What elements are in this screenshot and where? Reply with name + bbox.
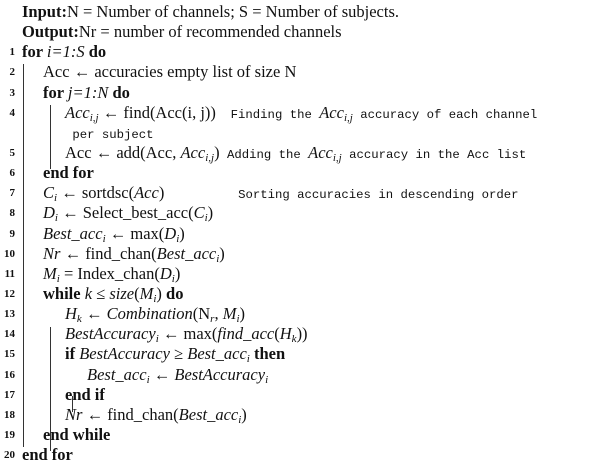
line-number: 10: [4, 247, 15, 260]
math-symbol: j=1:N: [67, 82, 109, 102]
keyword: Output:: [22, 22, 79, 42]
math-symbol: D: [159, 263, 172, 283]
comment: per subject: [65, 127, 154, 142]
line-content: [43, 183, 519, 205]
math-symbol: Nr: [43, 243, 61, 263]
math-symbol: BestAccuracy: [79, 344, 170, 364]
line-number: 2: [9, 66, 15, 79]
math-symbol: C: [43, 183, 55, 203]
algorithm-line-5: [0, 143, 616, 163]
algorithm-line-18: [0, 405, 616, 425]
text: ): [158, 183, 165, 203]
math-symbol: Acc: [134, 183, 159, 203]
math-symbol: Nr: [65, 404, 83, 424]
math-symbol: Best_acc: [187, 344, 247, 364]
subscript: i,j: [343, 111, 353, 124]
subscript: i: [153, 292, 157, 305]
line-number: 20: [4, 449, 15, 462]
text: ← Select_best_acc(: [57, 203, 194, 223]
subscript: i: [54, 212, 58, 225]
math-symbol: Best_acc: [87, 364, 147, 384]
algorithm-line-20: [0, 445, 616, 465]
math-symbol: Acc: [319, 102, 344, 122]
input-line: [0, 2, 616, 22]
line-content: [43, 284, 183, 304]
line-number: 13: [4, 308, 15, 321]
math-symbol: Acc: [180, 142, 206, 162]
algorithm-line-19: [0, 425, 616, 445]
math-symbol: i=1:S: [46, 42, 85, 62]
algorithm-line-6: [0, 163, 616, 183]
line-number: 14: [4, 328, 15, 341]
algorithm-line-12: [0, 284, 616, 304]
text: ← find_chan(: [82, 404, 179, 424]
algorithm-line-15: [0, 344, 616, 364]
subscript: i,j: [89, 111, 99, 124]
line-number: 12: [4, 287, 15, 300]
subscript: i: [265, 373, 269, 386]
line-number: 3: [9, 86, 15, 99]
algorithm-line-14: [0, 324, 616, 344]
text: Acc ← accuracies empty list of size N: [43, 62, 297, 82]
line-number: 9: [9, 227, 15, 240]
math-symbol: M: [139, 283, 154, 303]
text: ←: [149, 364, 175, 384]
algorithm-line-10: [0, 244, 616, 264]
math-symbol: size: [109, 283, 135, 303]
comment: Adding the: [219, 147, 309, 162]
comment: accuracy of each channel: [352, 107, 538, 122]
line-content: [65, 143, 526, 165]
math-symbol: D: [43, 203, 55, 223]
subscript: i: [54, 192, 58, 205]
line-number: 15: [4, 348, 15, 361]
text: )): [296, 324, 308, 344]
line-content: [43, 244, 225, 264]
comment: Sorting accuracies in descending order: [164, 188, 519, 203]
subscript: i: [176, 232, 180, 245]
keyword: do: [84, 42, 107, 62]
algorithm-line-1: [0, 42, 616, 62]
subscript: i,j: [205, 151, 215, 164]
keyword: for: [22, 42, 47, 62]
math-symbol: M: [222, 304, 237, 324]
line-content: [22, 2, 399, 22]
text: ←: [81, 304, 107, 324]
algorithm-line-13: [0, 304, 616, 324]
math-symbol: Acc: [308, 142, 333, 162]
text: ← find_chan(: [60, 243, 157, 263]
text: Acc ← add(Acc,: [65, 142, 181, 162]
subscript: i: [56, 272, 60, 285]
text: ): [174, 263, 181, 283]
algorithm-line-7: [0, 183, 616, 203]
math-symbol: BestAccuracy: [65, 324, 156, 344]
subscript: r: [210, 313, 215, 326]
text: ): [241, 404, 247, 424]
keyword: for: [43, 82, 68, 102]
line-content: [43, 264, 180, 284]
algorithm-line-continuation: [0, 123, 616, 143]
subscript: i: [236, 313, 240, 326]
text: (: [134, 283, 140, 303]
subscript: i: [171, 272, 175, 285]
line-content: [65, 405, 247, 425]
subscript: i: [238, 413, 242, 426]
keyword: end while: [43, 424, 111, 444]
text: = Index_chan(: [59, 263, 160, 283]
text: (N: [192, 304, 211, 324]
keyword: end if: [65, 384, 105, 404]
text: ): [207, 203, 214, 223]
keyword: do: [108, 82, 130, 102]
line-number: 11: [4, 267, 15, 280]
text: ,: [214, 304, 223, 324]
algorithm-line-16: [0, 365, 616, 385]
subscript: k: [291, 333, 297, 346]
line-content: [43, 163, 94, 183]
line-content: [65, 304, 245, 324]
line-number: 17: [4, 388, 15, 401]
keyword: Input:: [22, 2, 67, 21]
line-number: 19: [4, 428, 15, 441]
line-number: 6: [9, 167, 15, 180]
subscript: i,j: [332, 151, 342, 164]
text: ← find(Acc(i, j)): [98, 102, 216, 122]
math-symbol: Acc: [65, 102, 90, 122]
line-content: [43, 425, 110, 445]
text: ≤: [92, 283, 110, 303]
algorithm-line-3: [0, 83, 616, 103]
line-content: [43, 62, 296, 82]
subscript: i: [204, 212, 208, 225]
subscript: i: [246, 353, 250, 366]
text: ← sortdsc(: [57, 183, 135, 203]
math-symbol: M: [43, 263, 57, 283]
keyword: end for: [43, 163, 94, 183]
subscript: k: [76, 313, 82, 326]
text: ← max(: [158, 324, 218, 344]
math-symbol: Best_acc: [43, 223, 103, 243]
text: ): [219, 243, 225, 263]
math-symbol: Best_acc: [156, 243, 217, 263]
math-symbol: H: [65, 304, 77, 324]
math-symbol: Combination: [106, 304, 193, 324]
subscript: i: [155, 333, 159, 346]
line-content: [22, 42, 106, 62]
text: Nr = number of recommended channels: [78, 22, 342, 42]
text: ): [179, 223, 185, 243]
line-content: [65, 385, 105, 405]
keyword: do: [166, 283, 184, 303]
math-symbol: C: [193, 203, 205, 223]
line-number: 16: [4, 368, 15, 381]
text: ≥: [169, 344, 188, 364]
math-symbol: BestAccuracy: [174, 364, 266, 384]
math-symbol: k: [84, 283, 93, 303]
keyword: end for: [22, 445, 73, 465]
keyword: if: [65, 344, 80, 364]
text: ): [156, 283, 167, 303]
algorithm-line-17: [0, 385, 616, 405]
line-content: [65, 103, 537, 125]
line-number: 18: [4, 408, 15, 421]
line-content: [22, 445, 73, 465]
math-symbol: D: [164, 223, 177, 243]
text: ): [214, 142, 220, 162]
comment: Finding the: [215, 107, 320, 122]
math-symbol: H: [279, 324, 292, 344]
line-content: [43, 224, 185, 244]
line-content: [43, 203, 213, 223]
algorithm-line-4: [0, 103, 616, 123]
line-content: [43, 83, 130, 103]
line-number: 8: [9, 207, 15, 220]
line-number: 4: [9, 106, 15, 119]
subscript: i: [102, 232, 106, 245]
line-number: 1: [9, 46, 15, 59]
line-content: [65, 324, 308, 344]
line-content: [87, 365, 268, 385]
text: ): [239, 304, 246, 324]
line-content: [65, 344, 285, 364]
text: (: [274, 324, 280, 344]
output-line: [0, 22, 616, 42]
text: N = Number of channels; S = Number of subjects.: [66, 2, 399, 21]
line-number: 7: [9, 187, 15, 200]
line-content: [22, 22, 342, 42]
keyword: while: [43, 283, 85, 303]
subscript: i: [216, 252, 220, 265]
algorithm-line-8: [0, 203, 616, 223]
math-symbol: Best_acc: [178, 404, 239, 424]
keyword: then: [249, 344, 286, 364]
algorithm-line-11: [0, 264, 616, 284]
comment: accuracy in the Acc list: [341, 147, 527, 162]
subscript: i: [146, 373, 150, 386]
text: ← max(: [105, 223, 165, 243]
line-content: [65, 123, 154, 145]
algorithm-line-9: [0, 224, 616, 244]
algorithm-line-2: [0, 62, 616, 82]
line-number: 5: [9, 146, 15, 159]
math-symbol: find_acc: [217, 324, 275, 344]
